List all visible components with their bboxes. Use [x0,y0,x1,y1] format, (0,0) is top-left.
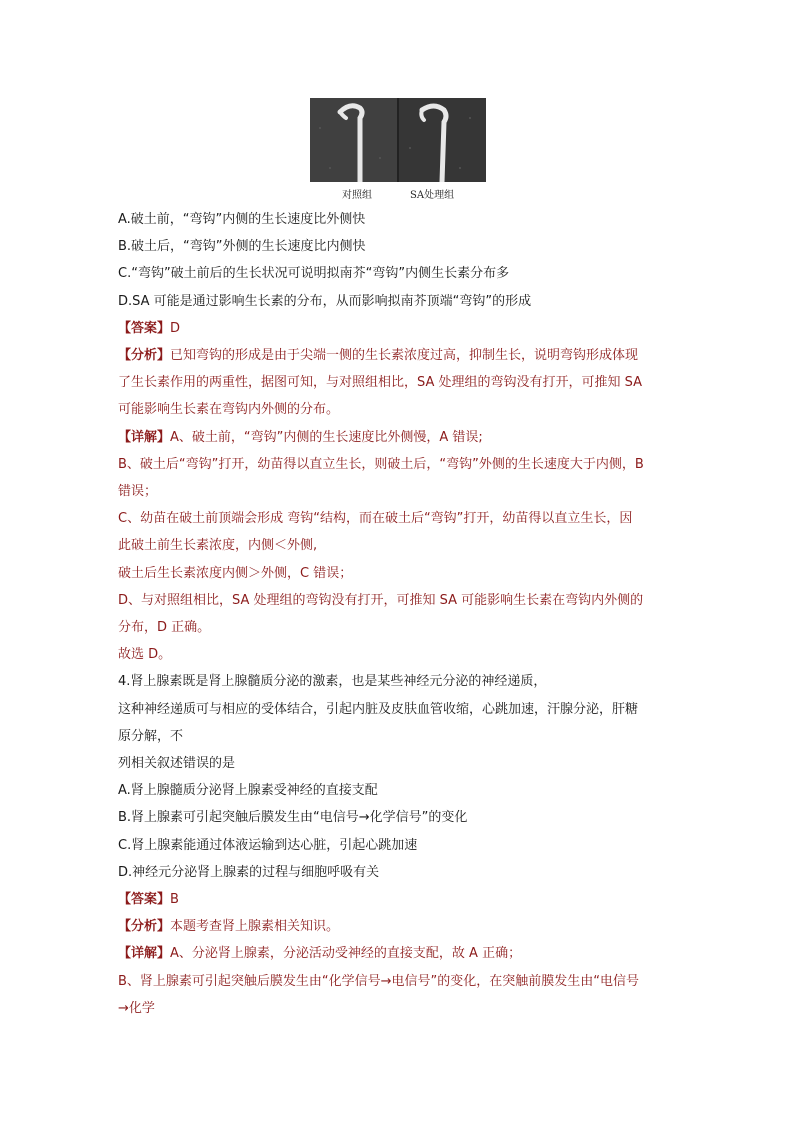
text-line [118,913,678,940]
line-text: →化学 [118,1000,155,1016]
text-line [118,206,678,233]
text-line [118,424,678,451]
text-line [118,995,678,1022]
line-text: 破土后生长素浓度内侧＞外侧，C 错误； [118,565,353,581]
text-line [118,342,678,369]
text-line [118,804,678,831]
section-tag: 【答案】 [118,892,171,908]
text-line [118,233,678,260]
text-line [118,315,678,342]
text-line [118,968,678,995]
line-text: 已知弯钩的形成是由于尖端一侧的生长素浓度过高，抑制生长，说明弯钩形成体现 [170,348,639,364]
line-text: B、肾上腺素可引起突触后膜发生由“化学信号→电信号”的变化，在突触前膜发生由“电信号 [118,973,640,989]
line-text: D.神经元分泌肾上腺素的过程与细胞呼吸有关 [118,864,380,880]
line-text: 了生长素作用的两重性，据图可知，与对照组相比，SA 处理组的弯钩没有打开，可推知 SA [118,375,643,391]
line-text: B、破土后“弯钩”打开，幼苗得以直立生长，则破土后，“弯钩”外侧的生长速度大于内侧，B [118,456,644,472]
section-tag: 【详解】 [118,946,171,962]
line-text: 列相关叙述错误的是 [118,756,236,772]
caption-control-group: 对照组 [342,190,372,201]
line-text: A、破土前，“弯钩”内侧的生长速度比外侧慢，A 错误; [170,429,483,445]
section-tag: 【分析】 [118,919,171,935]
caption-sa-group: SA处理组 [410,190,455,201]
text-line [118,696,678,723]
text-line [118,832,678,859]
section-tag: 【答案】 [118,320,171,336]
text-line [118,532,678,559]
document-body [118,206,678,1022]
text-line [118,614,678,641]
section-tag: 【分析】 [118,348,171,364]
line-text: C.肾上腺素能通过体液运输到达心脏，引起心跳加速 [118,837,418,853]
text-line [118,396,678,423]
line-text: C、幼苗在破土前顶端会形成 弯钩“结构，而在破土后“弯钩”打开，幼苗得以直立生长，因 [118,511,633,527]
line-text: 故选 D。 [118,647,172,663]
line-text: 可能影响生长素在弯钩内外侧的分布。 [118,402,340,418]
line-text: 分布，D 正确。 [118,620,211,636]
text-line [118,587,678,614]
line-text: B.破土后，“弯钩”外侧的生长速度比内侧快 [118,239,366,255]
text-line [118,723,678,750]
line-text: D [170,320,181,336]
line-text: A、分泌肾上腺素，分泌活动受神经的直接支配，故 A 正确； [170,946,522,962]
text-line [118,451,678,478]
line-text: A.肾上腺髓质分泌肾上腺素受神经的直接支配 [118,783,378,799]
text-line [118,505,678,532]
text-line [118,369,678,396]
seedling-illustration [310,98,486,182]
text-line [118,260,678,287]
text-line [118,478,678,505]
line-text: B.肾上腺素可引起突触后膜发生由“电信号→化学信号”的变化 [118,810,468,826]
seedling-photo [310,98,486,182]
line-text: 错误； [118,484,158,500]
line-text: D、与对照组相比，SA 处理组的弯钩没有打开，可推知 SA 可能影响生长素在弯钩内外侧的 [118,592,644,608]
text-line [118,641,678,668]
text-line [118,560,678,587]
text-line [118,288,678,315]
line-text: A.破土前，“弯钩”内侧的生长速度比外侧快 [118,212,366,227]
line-text: C.“弯钩”破土前后的生长状况可说明拟南芥“弯钩”内侧生长素分布多 [118,266,510,282]
line-text: 4.肾上腺素既是肾上腺髓质分泌的激素，也是某些神经元分泌的神经递质， [118,674,547,690]
line-text: 此破土前生长素浓度，内侧＜外侧, [118,538,318,554]
text-line [118,777,678,804]
section-tag: 【详解】 [118,429,171,445]
text-line [118,750,678,777]
line-text: 本题考查肾上腺素相关知识。 [170,919,340,935]
text-line [118,859,678,886]
line-text: D.SA 可能是通过影响生长素的分布，从而影响拟南芥顶端“弯钩”的形成 [118,293,532,309]
text-line [118,668,678,695]
text-line [118,886,678,913]
line-text: B [170,892,179,908]
line-text: 原分解，不 [118,728,184,744]
text-line [118,940,678,967]
line-text: 这种神经递质可与相应的受体结合，引起内脏及皮肤血管收缩，心跳加速，汗腺分泌，肝糖 [118,701,639,717]
